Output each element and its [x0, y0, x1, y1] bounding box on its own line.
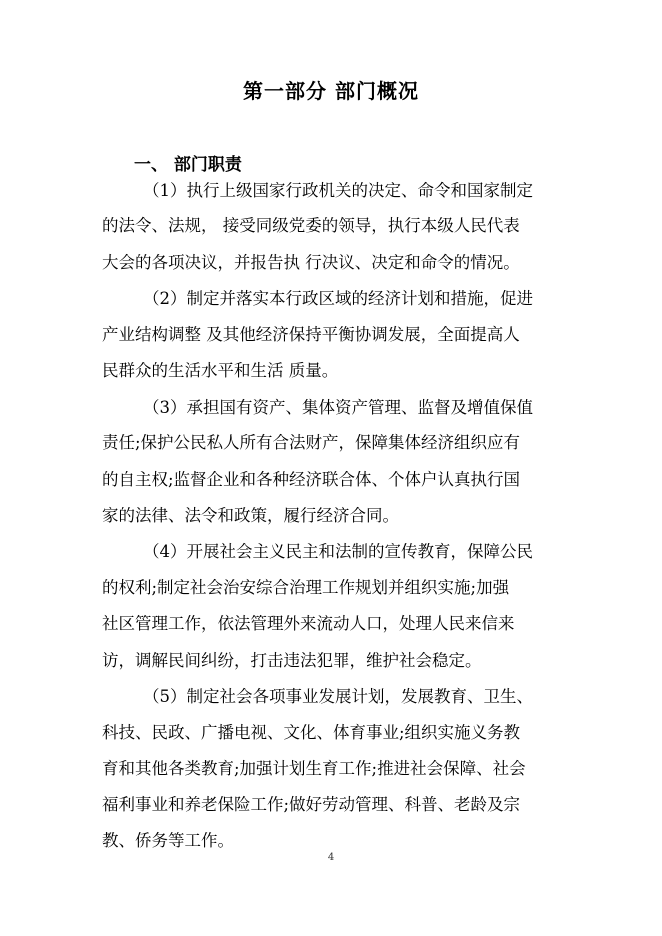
paragraph-3-line-4: 家的法律、法令和政策，履行经济合同。: [102, 506, 399, 525]
paragraph-1-line-3: 大会的各项决议，并报告执 行决议、决定和命令的情况。: [102, 253, 520, 272]
paragraph-5-line-1: （5）制定社会各项事业发展计划，发展教育、卫生、: [143, 687, 533, 706]
paragraph-5-line-4: 福利事业和养老保险工作;做好劳动管理、科普、老龄及宗: [102, 795, 521, 814]
paragraph-2-line-2: 产业结构调整 及其他经济保持平衡协调发展，全面提高人: [102, 325, 520, 344]
paragraph-4-line-3: 社区管理工作，依法管理外来流动人口，处理人民来信来: [102, 614, 515, 633]
paragraph-4-line-4: 访，调解民间纠纷，打击违法犯罪，维护社会稳定。: [102, 651, 482, 670]
section-heading: 一、 部门职责: [134, 155, 242, 175]
paragraph-5-line-3: 育和其他各类教育;加强计划生育工作;推进社会保障、社会: [102, 759, 526, 778]
page-title: 第一部分 部门概况: [243, 79, 419, 103]
paragraph-2-line-3: 民群众的生活水平和生活 质量。: [102, 361, 339, 380]
paragraph-3-line-1: （3）承担国有资产、集体资产管理、监督及增值保值: [143, 398, 533, 417]
paragraph-5-line-2: 科技、民政、广播电视、文化、体育事业;组织实施义务教: [102, 723, 521, 742]
paragraph-4-line-1: （4）开展社会主义民主和法制的宣传教育，保障公民: [143, 542, 533, 561]
paragraph-3-line-3: 的自主权;监督企业和各种经济联合体、个体户认真执行国: [102, 470, 521, 489]
paragraph-1-line-2: 的法令、法规， 接受同级党委的领导，执行本级人民代表: [102, 216, 520, 235]
paragraph-1-line-1: （1）执行上级国家行政机关的决定、命令和国家制定: [143, 181, 533, 200]
paragraph-2-line-1: （2）制定并落实本行政区域的经济计划和措施，促进: [143, 289, 533, 308]
paragraph-3-line-2: 责任;保护公民私人所有合法财产，保障集体经济组织应有: [102, 433, 521, 452]
paragraph-4-line-2: 的权利;制定社会治安综合治理工作规划并组织实施;加强: [102, 578, 510, 597]
page-number: 4: [327, 852, 335, 863]
paragraph-5-line-5: 教、侨务等工作。: [102, 831, 234, 850]
